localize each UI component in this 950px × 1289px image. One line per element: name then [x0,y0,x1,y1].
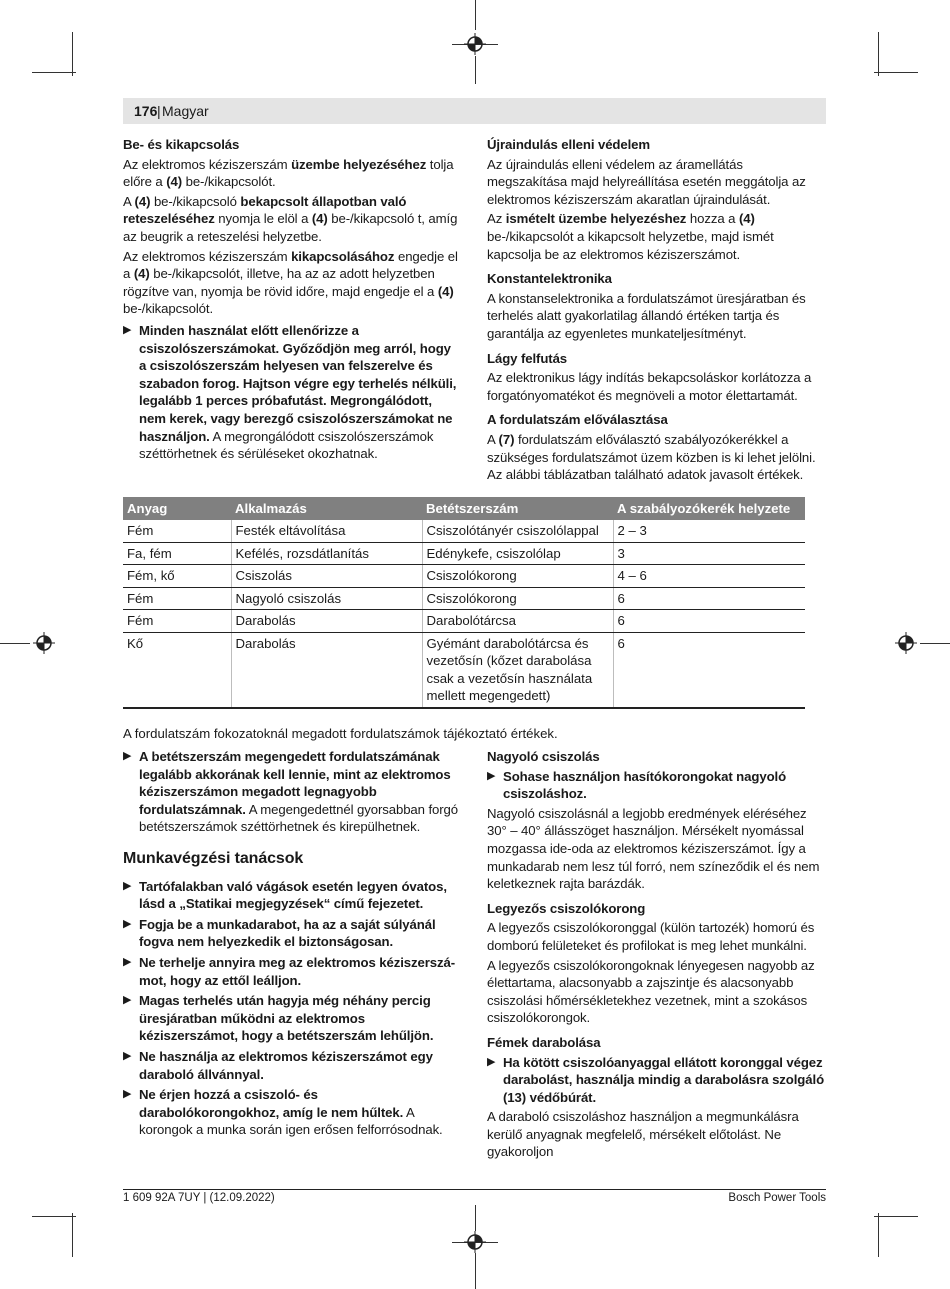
section-heading-work-tips: Munkavégzési tanácsok [123,849,304,867]
table-cell: Fém [123,610,231,633]
paragraph: A daraboló csiszoláshoz használjon a megmunkálásra kerülő anyagnak megfelelő, mérsékelt előtolást. Ne gyakoroljon [487,1109,799,1160]
table-cell: Kő [123,632,231,708]
table-cell: Edénykefe, csiszolólap [422,542,613,565]
warning-bullet: ▶ Ne terhelje annyira meg az elektromos kéziszerszámot, hogy az ettől leálljon. [123,954,456,988]
table-cell: Kefélés, rozsdátlanítás [231,542,422,565]
footer-document-id: 1 609 92A 7UY | (12.09.2022) [123,1192,275,1204]
bullet-triangle-icon: ▶ [123,750,132,762]
crop-mark [72,1213,73,1257]
column-header: A szabályozókerék helyzete [613,497,805,520]
table-cell: Darabolás [231,610,422,633]
paragraph: Az ismételt üzembe helyezéshez hozza a (4) be-/kikapcsolót a kikapcsolt helyzetbe, majd ismét kapcsolja be az elektromos kéziszerszámot. [487,211,774,262]
paragraph: Az elektromos kéziszerszám üzembe helyezéséhez tolja előre a (4) be-/kikapcsolót. [123,156,454,190]
page-language: Magyar [162,103,209,119]
table-cell: Gyémánt darabolótárcsa és vezetősín (kőzet darabolása csak a vezetősín használata mellett megengedett) [422,632,613,708]
table-cell: Festék eltávolítása [231,520,422,542]
paragraph: A konstanselektronika a fordulatszámot üresjáratban és terhelés alatt gyakorlatilag állandó értéken tartja és garantálja az egyenletes munkateljesítményt. [487,290,806,341]
table-cell: Fém [123,587,231,610]
table-cell: 3 [613,542,805,565]
table-row [123,565,805,588]
table-row [123,587,805,610]
crop-mark [878,32,879,76]
crop-mark [475,1205,476,1231]
warning-bullet: ▶ Ha kötött csiszolóanyaggal ellátott koronggal végez darabolást, használja mindig a darabolásra szolgáló (13) védőbúrát. [487,1054,825,1105]
speed-settings-table [123,497,805,709]
registration-mark-icon [33,632,55,654]
table-row [123,632,805,708]
bullet-triangle-icon: ▶ [123,955,132,968]
paragraph: A (4) be-/kikapcsoló bekapcsolt állapotban való reteszeléséhez nyomja le elöl a (4) be-/kikapcsoló t, amíg az beugrik a reteszelési helyzetbe. [123,193,458,244]
heading-on-off: Be- és kikapcsolás [123,137,240,152]
heading-constant-electronics: Konstantelektronika [487,271,612,287]
paragraph: Nagyoló csiszolásnál a legjobb eredmények eléréséhez 30° – 40° állásszöget használjon. Mérsékelt nyomással mozgassa ide-oda az elektromos kéziszerszámot. Így a munkadarab nem lesz túl forró, nem színeződik el és nem keletkeznek rajta barázdák. [487,805,820,892]
crop-mark [0,643,30,644]
table-cell: Nagyoló csiszolás [231,587,422,610]
warning-bullet: ▶ Fogja be a munkadarabot, ha az a saját súlyánál fogva nem helyezkedik el biztonságosan. [123,916,436,950]
crop-mark [72,32,73,76]
registration-mark-icon [464,1231,486,1253]
table-cell: 4 – 6 [613,565,805,588]
crop-mark [874,1216,918,1217]
table-cell: 6 [613,587,805,610]
warning-bullet: ▶ Sohase használjon hasítókorongokat nagyoló csiszoláshoz. [487,768,787,802]
warning-bullet: ▶ Tartófalakban való vágások esetén legyen óvatos, lásd a „Statikai megjegyzések“ című fejezetet. [123,878,447,912]
crop-mark [475,0,476,30]
crop-mark [874,72,918,73]
crop-mark [920,643,950,644]
warning-bullet: ▶ Ne érjen hozzá a csiszoló- és darabolókorongokhoz, amíg le nem hűltek. A korongok a munka során igen erősen felforrósodnak. [123,1087,443,1138]
table-cell: Darabolás [231,632,422,708]
crop-mark [32,1216,76,1217]
bullet-triangle-icon: ▶ [123,994,132,1007]
table-cell: Csiszolótányér csiszolólappal [422,520,613,542]
crop-mark [475,1253,476,1289]
table-cell: Csiszolókorong [422,587,613,610]
paragraph: Az újraindulás elleni védelem az áramellátás megszakítása majd helyreállítása esetén meggátolja az elektromos kéziszerszám akaratlan újraindulását. [487,156,806,207]
heading-speed-preselection: A fordulatszám előválasztása [487,412,668,428]
warning-bullet: ▶ Ne használja az elektromos kéziszerszámot egy daraboló állvánnyal. [123,1048,433,1082]
column-header: Alkalmazás [231,497,422,520]
paragraph: Az elektromos kéziszerszám kikapcsolásához engedje el a (4) be-/kikapcsolót, illetve, ha az az adott helyzetben rögzítve van, nyomja be rövid időre, majd engedje el a (4) be-/kikapcsolót. [123,248,458,317]
paragraph: Az elektronikus lágy indítás bekapcsoláskor korlátozza a forgatónyomatékot és megnöveli a motor élettartamát. [487,370,812,403]
heading-restart-protection: Újraindulás elleni védelem [487,137,651,152]
heading-soft-start: Lágy felfutás [487,350,568,366]
footer-divider [123,1189,826,1190]
table-row [123,610,805,633]
column-header: Anyag [123,497,231,520]
paragraph: A legyezős csiszolókorongoknak lényegesen nagyobb az élettartama, alacsonyabb a zajszintje és alacsonyabb csiszolási hőmérsékletekhez vezetnek, mint a szokásos csiszolókorongok. [487,957,815,1026]
bullet-triangle-icon: ▶ [123,323,132,336]
heading-flap-disc: Legyezős csiszolókorong [487,900,646,916]
warning-bullet: ▶ A betétszerszám megengedett fordulatszámának legalább akkorának kell lennie, mint az elektromos kéziszerszámon megadott legnagyobb fordulatszámnak. A megengedettnél gyorsabban forgó betétszerszámok széttörhetnek és kirepülhetnek. [123,749,459,835]
warning-bullet: ▶ Minden használat előtt ellenőrizze a csiszolószerszámokat. Győződjön meg arról, hogy a csiszolószerszám helyesen van felszerelve és szabadon forog. Hajtson végre egy terhelés nélküli, legalább 1 perces próbafutást. Megrongálódott, nem kerek, vagy berezgő csiszolószerszámokat ne használjon. A megrongálódott csiszolószerszámok széttörhetnek és sérüléseket okozhatnak. [123,322,457,462]
bullet-triangle-icon: ▶ [123,1088,132,1101]
footer-brand: Bosch Power Tools [728,1192,826,1204]
bullet-triangle-icon: ▶ [123,917,132,930]
table-note: A fordulatszám fokozatoknál megadott fordulatszámok tájékoztató értékek. [123,726,558,741]
table-cell: Csiszolás [231,565,422,588]
table-cell: Fém, kő [123,565,231,588]
page-number: 176 [134,103,158,119]
paragraph: A legyezős csiszolókoronggal (külön tartozék) homorú és domború felületeket és profilokat is meg lehet munkálni. [487,920,815,953]
crop-mark [878,1213,879,1257]
page-header-bar [123,98,826,124]
bottom-left-column [123,748,461,1141]
table-cell: Fa, fém [123,542,231,565]
right-column [487,136,825,486]
left-column [123,136,461,465]
bullet-triangle-icon: ▶ [123,879,132,892]
table-cell: 6 [613,632,805,708]
table-row [123,520,805,542]
heading-cutting-metal: Fémek darabolása [487,1034,601,1050]
table-row [123,542,805,565]
registration-mark-icon [464,33,486,55]
header-separator: | [157,103,161,119]
bullet-triangle-icon: ▶ [123,1049,132,1062]
table-header-row [123,497,805,520]
paragraph: A (7) fordulatszám előválasztó szabályozókerékkel a szükséges fordulatszámot üzem közben is ki lehet jelölni. Az alábbi táblázatban található adatok javasolt értékek. [487,431,816,483]
table-cell: Darabolótárcsa [422,610,613,633]
table-cell: Csiszolókorong [422,565,613,588]
crop-mark [32,72,76,73]
heading-rough-grinding: Nagyoló csiszolás [487,749,600,764]
registration-mark-icon [895,632,917,654]
table-cell: 2 – 3 [613,520,805,542]
bullet-triangle-icon: ▶ [487,1055,496,1068]
bottom-right-column [487,748,825,1163]
table-cell: 6 [613,610,805,633]
bullet-triangle-icon: ▶ [487,769,496,782]
crop-mark [475,56,476,84]
table-cell: Fém [123,520,231,542]
column-header: Betétszerszám [422,497,613,520]
warning-bullet: ▶ Magas terhelés után hagyja még néhány percig üresjáratban működni az elektromos kéziszerszámot, hogy a betétszerszám lehűljön. [123,993,434,1044]
